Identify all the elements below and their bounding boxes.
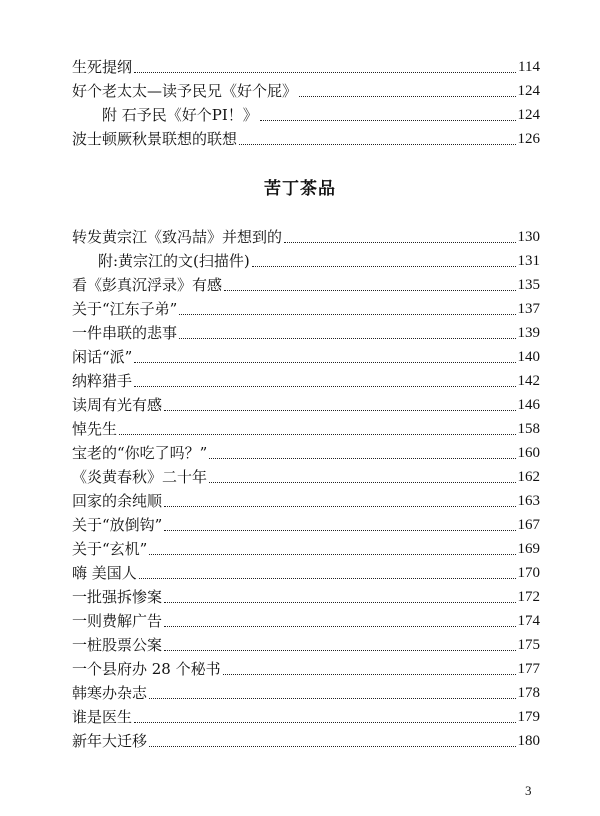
dot-leader [164,650,515,651]
dot-leader [149,554,515,555]
toc-entry-title: 转发黄宗江《致冯喆》并想到的 [72,228,283,246]
toc-entry-title: 波士顿厥秋景联想的联想 [72,130,238,148]
toc-entry-page: 169 [517,541,540,557]
dot-leader [252,266,516,267]
toc-entry[interactable] [72,55,540,79]
toc-entry[interactable] [72,417,540,441]
toc-entry-page: 140 [517,349,540,365]
toc-entry-title: 看《彭真沉浮录》有感 [72,276,223,294]
toc-entry[interactable] [72,633,540,657]
toc-entry[interactable] [72,225,540,249]
toc-entry-page: 137 [517,301,540,317]
toc-entry-title: 附 石予民《好个PI！》 [102,106,258,124]
toc-entry-page: 114 [518,59,540,75]
toc-entry[interactable] [72,345,540,369]
dot-leader [164,530,515,531]
toc-entry-title: 生死提纲 [72,58,133,76]
dot-leader [260,120,516,121]
toc-entry-page: 162 [517,469,540,485]
toc-entry-page: 146 [517,397,540,413]
toc-entry-title: 关于“玄机” [72,540,148,558]
toc-entry-title: 嗨 美国人 [72,564,137,582]
dot-leader [179,338,515,339]
dot-leader [209,458,515,459]
toc-entry[interactable] [72,513,540,537]
toc-entry-title: 宝老的“你吃了吗？” [72,444,208,462]
dot-leader [164,410,515,411]
toc-entry-title: 附:黄宗江的文(扫描件) [98,252,250,270]
dot-leader [164,506,515,507]
toc-entry-title: 一批强拆惨案 [72,588,163,606]
toc-entry-page: 172 [517,589,540,605]
toc-entry-page: 139 [517,325,540,341]
toc-entry-title: 悼先生 [72,420,118,438]
toc-entry[interactable] [72,465,540,489]
toc-entry[interactable] [72,681,540,705]
dot-leader [149,746,515,747]
toc-entry[interactable] [72,297,540,321]
toc-entry-title: 韩寒办杂志 [72,684,148,702]
toc-entry[interactable] [72,489,540,513]
dot-leader [134,72,516,73]
toc-main-section [72,225,540,753]
toc-entry-page: 130 [517,229,540,245]
toc-entry[interactable] [72,729,540,753]
dot-leader [134,722,515,723]
toc-entry-page: 131 [517,253,540,269]
toc-entry-page: 160 [517,445,540,461]
toc-entry-title: 一个县府办 28 个秘书 [72,660,221,678]
toc-entry-title: 一桩股票公案 [72,636,163,654]
toc-entry-title: 谁是医生 [72,708,133,726]
toc-entry-title: 一件串联的悲事 [72,324,178,342]
toc-entry-title: 新年大迁移 [72,732,148,750]
toc-entry[interactable] [72,657,540,681]
toc-entry-title: 纳粹猎手 [72,372,133,390]
toc-entry-page: 178 [517,685,540,701]
dot-leader [299,96,515,97]
dot-leader [209,482,515,483]
dot-leader [164,626,515,627]
toc-entry[interactable] [72,441,540,465]
toc-entry-page: 126 [517,131,540,147]
toc-entry-title: 好个老太太—读予民兄《好个屁》 [72,82,298,100]
dot-leader [119,434,515,435]
toc-entry-title: 一则费解广告 [72,612,163,630]
toc-entry-page: 124 [517,83,540,99]
toc-entry[interactable] [72,393,540,417]
toc-entry[interactable] [72,705,540,729]
toc-entry-page: 180 [517,733,540,749]
toc-entry[interactable] [72,609,540,633]
toc-top-section [72,55,540,151]
toc-entry[interactable] [72,127,540,151]
toc-entry[interactable] [72,537,540,561]
toc-entry-title: 《炎黄春秋》二十年 [72,468,208,486]
dot-leader [224,290,515,291]
toc-entry[interactable] [72,585,540,609]
dot-leader [164,602,515,603]
dot-leader [284,242,515,243]
dot-leader [149,698,515,699]
toc-entry-page: 142 [517,373,540,389]
dot-leader [134,386,515,387]
toc-entry-page: 135 [517,277,540,293]
section-heading: 苦丁茶品 [264,179,336,199]
toc-entry-page: 167 [517,517,540,533]
toc-entry-page: 179 [517,709,540,725]
toc-entry-title: 回家的余纯顺 [72,492,163,510]
toc-entry-title: 关于“江东子弟” [72,300,178,318]
toc-entry-page: 163 [517,493,540,509]
page-number: 3 [525,783,532,798]
toc-entry-title: 读周有光有感 [72,396,163,414]
toc-entry[interactable] [72,103,540,127]
dot-leader [179,314,515,315]
toc-entry[interactable] [72,79,540,103]
toc-entry[interactable] [72,273,540,297]
toc-entry[interactable] [72,561,540,585]
toc-entry-page: 177 [517,661,540,677]
dot-leader [239,144,515,145]
dot-leader [223,674,516,675]
toc-entry-page: 174 [517,613,540,629]
toc-entry-page: 124 [517,107,540,123]
toc-entry[interactable] [72,249,540,273]
toc-entry-page: 175 [517,637,540,653]
toc-entry[interactable] [72,321,540,345]
toc-entry-page: 158 [517,421,540,437]
toc-entry-title: 闲话“派” [72,348,133,366]
toc-entry[interactable] [72,369,540,393]
dot-leader [139,578,516,579]
dot-leader [134,362,515,363]
toc-entry-page: 170 [517,565,540,581]
toc-entry-title: 关于“放倒钩” [72,516,163,534]
